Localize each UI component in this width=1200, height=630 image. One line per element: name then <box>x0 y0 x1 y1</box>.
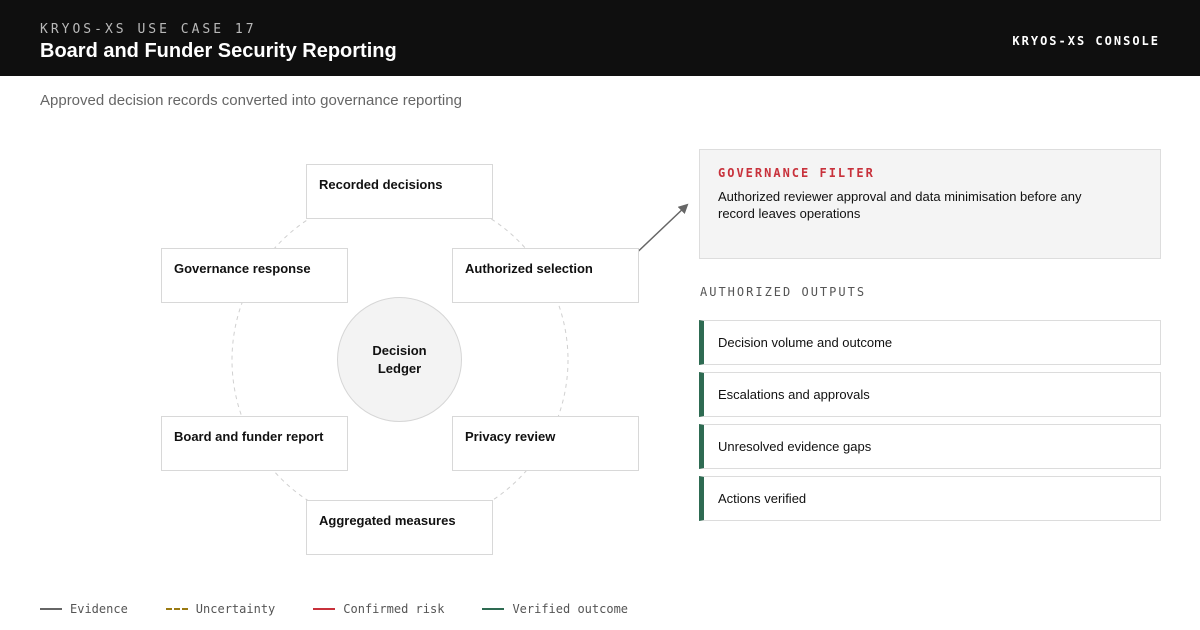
legend-item-confirmed-risk <box>313 602 444 616</box>
output-item-label: Decision volume and outcome <box>718 335 893 350</box>
legend-swatch-verified-outcome <box>482 608 504 610</box>
output-item-label: Escalations and approvals <box>718 387 870 402</box>
legend-item-evidence <box>40 602 128 616</box>
page-title: Board and Funder Security Reporting <box>40 40 397 62</box>
filter-label: GOVERNANCE FILTER <box>718 166 875 180</box>
page-subtitle: Approved decision records converted into governance reporting <box>40 92 462 109</box>
node-authorized-selection: Authorized selection <box>452 248 639 303</box>
legend <box>40 602 666 616</box>
use-case-kicker: KRYOS-XS USE CASE 17 <box>40 22 257 37</box>
hub-label: Decision Ledger <box>372 342 427 376</box>
legend-swatch-evidence <box>40 608 62 610</box>
outputs-heading: AUTHORIZED OUTPUTS <box>700 285 867 299</box>
console-label: KRYOS-XS CONSOLE <box>1012 34 1160 48</box>
legend-swatch-uncertainty <box>166 608 188 610</box>
legend-label: Evidence <box>70 602 128 616</box>
legend-swatch-confirmed-risk <box>313 608 335 610</box>
filter-description: Authorized reviewer approval and data minimisation before any record leaves operations <box>718 189 1082 221</box>
governance-filter-panel <box>699 149 1161 259</box>
node-aggregated-measures: Aggregated measures <box>306 500 493 555</box>
output-item <box>699 372 1161 417</box>
hub-decision-ledger <box>337 297 462 422</box>
legend-label: Confirmed risk <box>343 602 445 616</box>
output-item <box>699 424 1161 469</box>
legend-label: Uncertainty <box>195 602 276 616</box>
node-board-funder-report: Board and funder report <box>161 416 348 471</box>
legend-item-uncertainty <box>166 602 275 616</box>
output-item <box>699 476 1161 521</box>
output-item-label: Unresolved evidence gaps <box>718 439 872 454</box>
legend-item-verified-outcome <box>482 602 628 616</box>
output-item-label: Actions verified <box>718 491 807 506</box>
node-privacy-review: Privacy review <box>452 416 639 471</box>
output-item <box>699 320 1161 365</box>
node-recorded-decisions: Recorded decisions <box>306 164 493 219</box>
node-governance-response: Governance response <box>161 248 348 303</box>
legend-label: Verified outcome <box>512 602 629 616</box>
